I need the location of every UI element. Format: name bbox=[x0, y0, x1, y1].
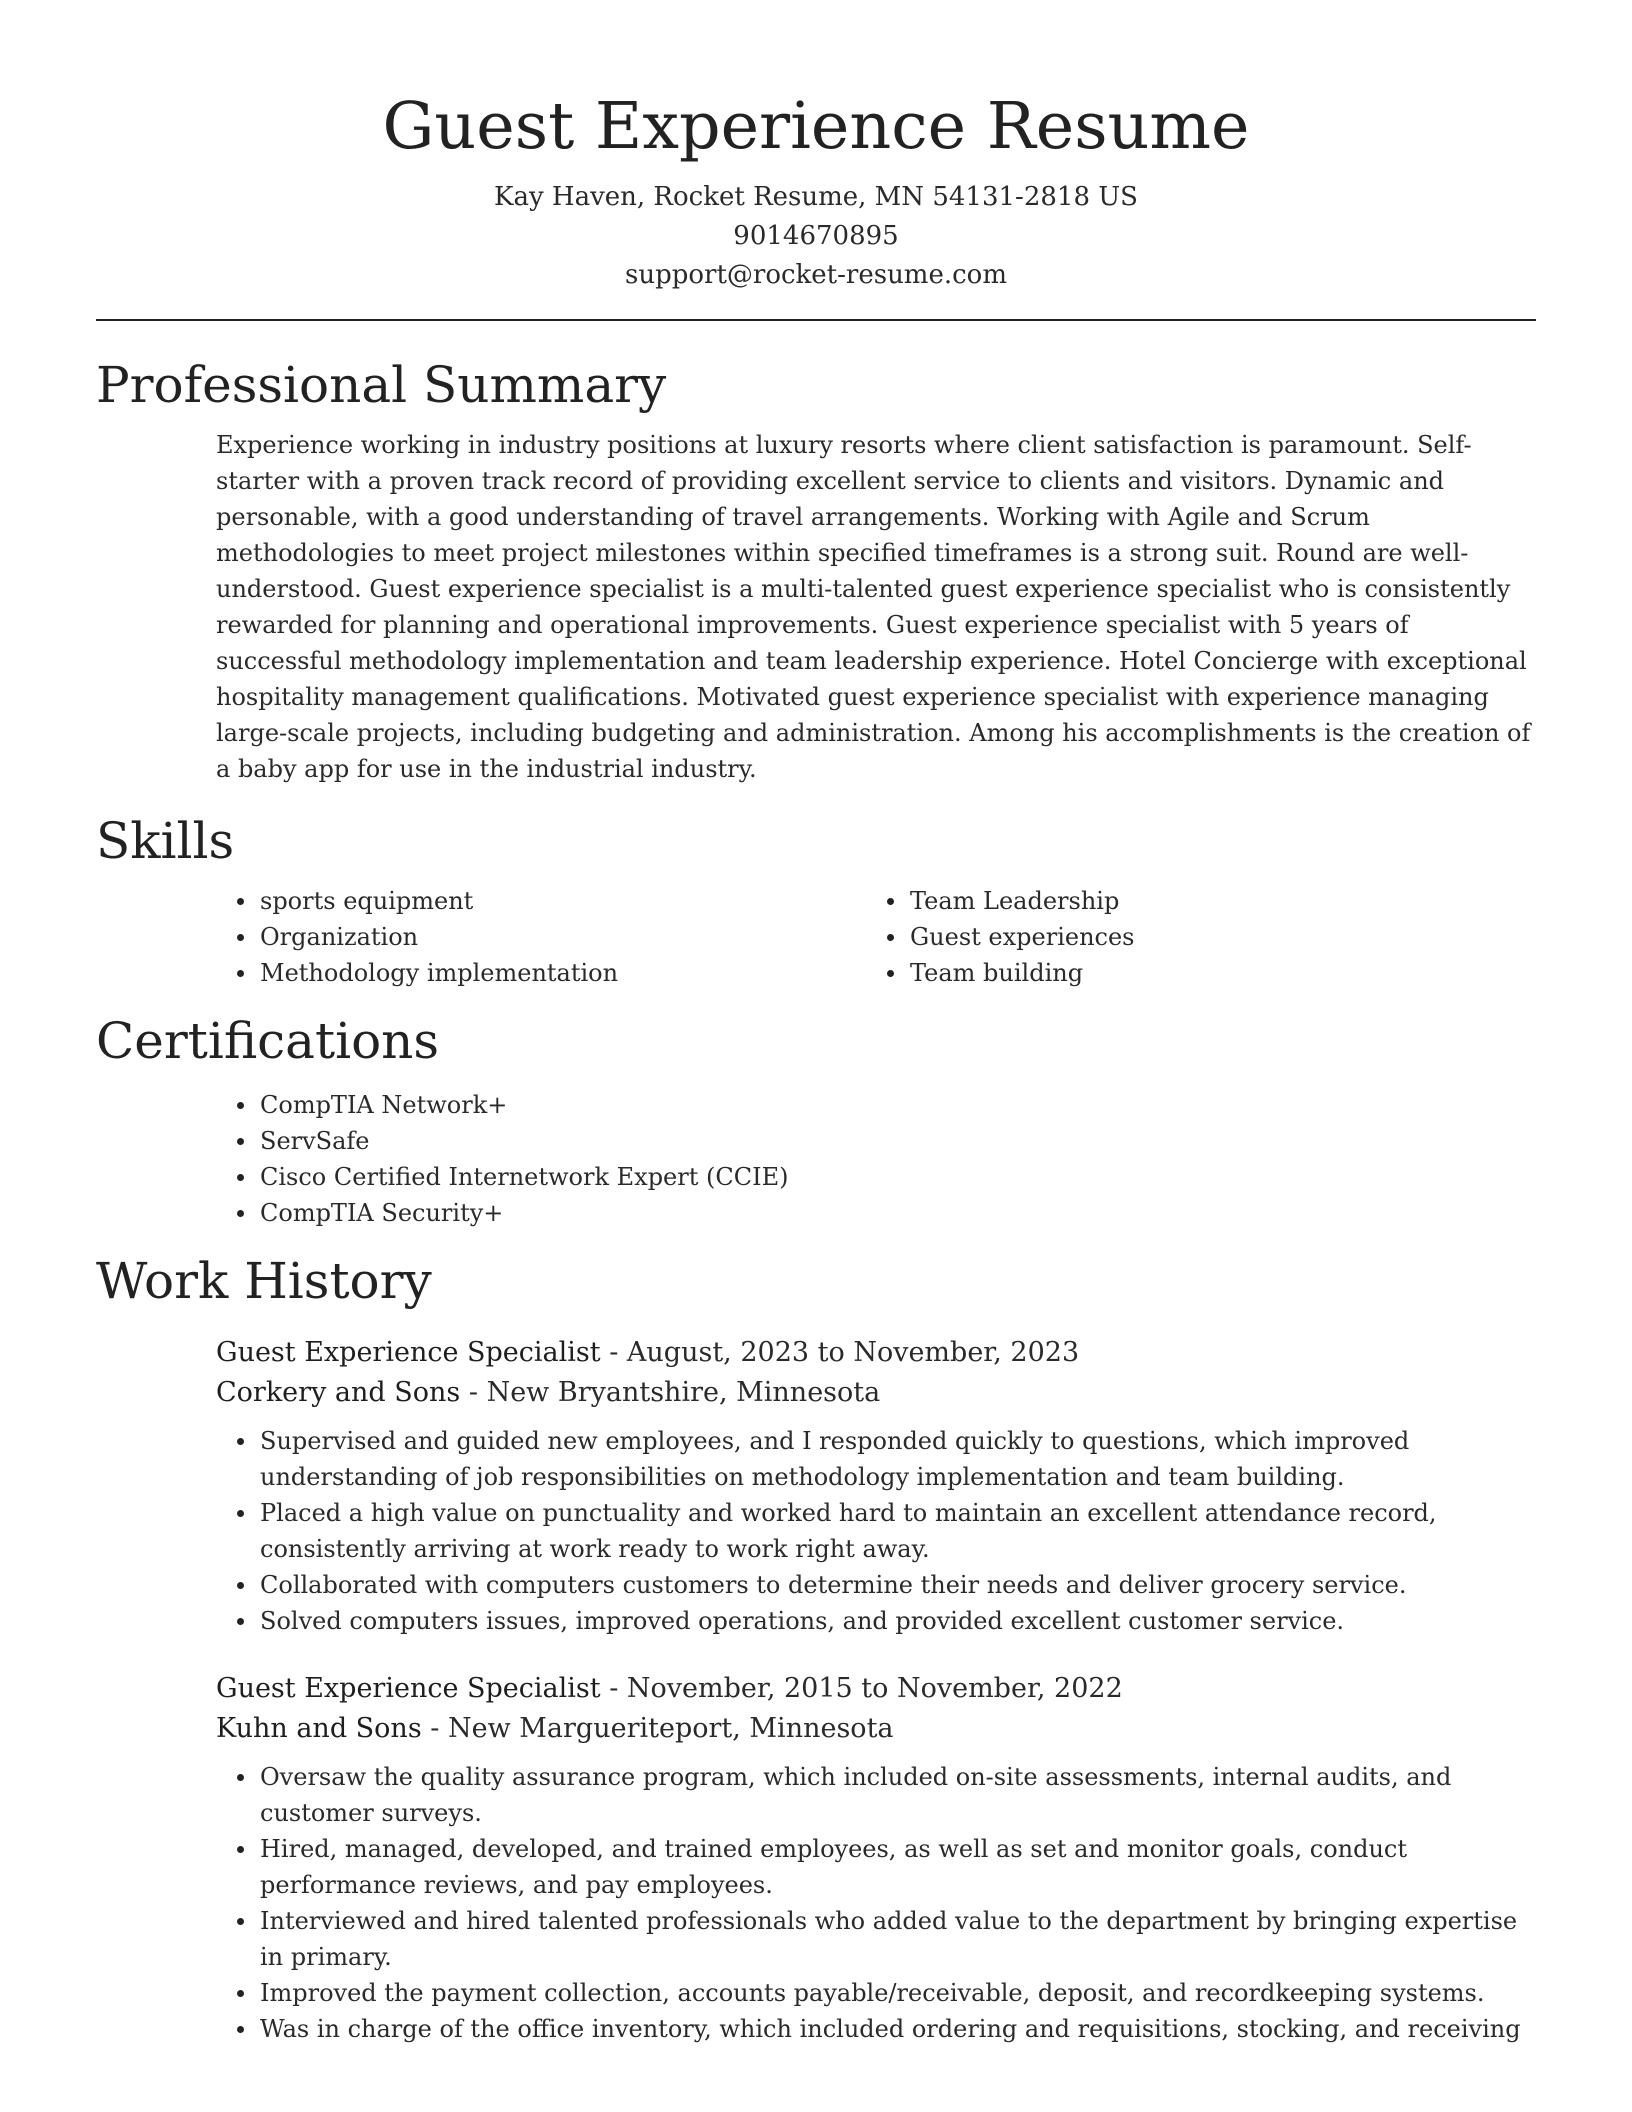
separator: - bbox=[460, 1377, 487, 1408]
job-title-line bbox=[216, 1333, 1536, 1373]
certification-label: Cisco Certified Internetwork Expert (CCIE) bbox=[260, 1163, 789, 1191]
skills-heading: Skills bbox=[96, 812, 235, 870]
contact-address: Kay Haven, Rocket Resume, MN 54131-2818 US bbox=[494, 182, 1138, 212]
certification-item bbox=[216, 1159, 1536, 1195]
job-duty bbox=[216, 1567, 1536, 1603]
job-title: Guest Experience Specialist bbox=[216, 1673, 601, 1704]
work-history-heading: Work History bbox=[96, 1252, 432, 1310]
job-duty-text: Was in charge of the office inventory, which included ordering and requisitions, stocking, and receiving bbox=[260, 2015, 1521, 2043]
job-location: New Margueriteport, Minnesota bbox=[447, 1713, 894, 1744]
separator: - bbox=[600, 1337, 627, 1368]
job-duty-text: Improved the payment collection, accounts payable/receivable, deposit, and recordkeeping systems. bbox=[260, 1979, 1485, 2007]
job-duty-text: Placed a high value on punctuality and worked hard to maintain an excellent attendance record, consistently arriving at work ready to work right away. bbox=[260, 1499, 1437, 1563]
bullet-icon bbox=[237, 1102, 244, 1109]
job-location: New Bryantshire, Minnesota bbox=[486, 1377, 881, 1408]
skill-item bbox=[866, 883, 1466, 919]
bullet-icon bbox=[237, 1990, 244, 1997]
job-dates: August, 2023 to November, 2023 bbox=[626, 1337, 1080, 1368]
job-duties-list bbox=[216, 1759, 1536, 2047]
job-entry bbox=[216, 1669, 1536, 2047]
job-duty-text: Collaborated with computers customers to determine their needs and deliver grocery service. bbox=[260, 1571, 1407, 1599]
job-duty bbox=[216, 1975, 1536, 2011]
skill-item bbox=[866, 955, 1466, 991]
job-company-line bbox=[216, 1373, 1536, 1413]
separator: - bbox=[600, 1673, 627, 1704]
job-duty bbox=[216, 2011, 1536, 2047]
bullet-icon bbox=[237, 1210, 244, 1217]
job-duty-text: Oversaw the quality assurance program, which included on-site assessments, internal audits, and customer surveys. bbox=[260, 1763, 1452, 1827]
job-duty bbox=[216, 1423, 1536, 1495]
bullet-icon bbox=[237, 1438, 244, 1445]
skill-label: Guest experiences bbox=[910, 923, 1135, 951]
job-company: Corkery and Sons bbox=[216, 1377, 461, 1408]
skill-item bbox=[866, 919, 1466, 955]
certification-label: ServSafe bbox=[260, 1127, 370, 1155]
certification-item bbox=[216, 1087, 1536, 1123]
summary-text: Experience working in industry positions at luxury resorts where client satisfaction is paramount. Self-starter with a proven track record of providing excellent service to clients and visitors. Dynamic and personable, with a good understanding of travel arrangements. Working with Agile and Scrum methodologies to meet project milestones within specified timeframes is a strong suit. Round are well-understood. Guest experience specialist is a multi-talented guest experience specialist who is consistently rewarded for planning and operational improvements. Guest experience specialist with 5 years of successful methodology implementation and team leadership experience. Hotel Concierge with exceptional hospitality management qualifications. Motivated guest experience specialist with experience managing large-scale projects, including budgeting and administration. Among his accomplishments is the creation of a baby app for use in the industrial industry. bbox=[216, 431, 1531, 783]
skill-label: sports equipment bbox=[260, 887, 474, 915]
job-company-line bbox=[216, 1709, 1536, 1749]
bullet-icon bbox=[237, 1618, 244, 1625]
job-duties-list bbox=[216, 1423, 1536, 1639]
certification-label: CompTIA Security+ bbox=[260, 1199, 504, 1227]
job-title: Guest Experience Specialist bbox=[216, 1337, 601, 1368]
contact-phone: 9014670895 bbox=[733, 221, 899, 251]
job-duty-text: Solved computers issues, improved operations, and provided excellent customer service. bbox=[260, 1607, 1345, 1635]
contact-email: support@rocket-resume.com bbox=[624, 260, 1007, 290]
bullet-icon bbox=[237, 1582, 244, 1589]
skill-label: Organization bbox=[260, 923, 419, 951]
bullet-icon bbox=[237, 1846, 244, 1853]
skills-list-right bbox=[866, 883, 1466, 991]
job-duty bbox=[216, 1831, 1536, 1903]
contact-info bbox=[96, 178, 1536, 295]
bullet-icon bbox=[237, 898, 244, 905]
resume-page bbox=[96, 0, 1536, 2047]
bullet-icon bbox=[887, 970, 894, 977]
job-title-line bbox=[216, 1669, 1536, 1709]
skills-columns bbox=[96, 883, 1536, 991]
bullet-icon bbox=[237, 1918, 244, 1925]
bullet-icon bbox=[887, 934, 894, 941]
skill-item bbox=[216, 919, 866, 955]
header-divider bbox=[96, 319, 1536, 321]
job-duty bbox=[216, 1903, 1536, 1975]
job-duty bbox=[216, 1603, 1536, 1639]
separator: - bbox=[421, 1713, 448, 1744]
bullet-icon bbox=[237, 2026, 244, 2033]
job-duty-text: Interviewed and hired talented professionals who added value to the department by bringing expertise in primary. bbox=[260, 1907, 1518, 1971]
job-entry bbox=[216, 1333, 1536, 1639]
certification-item bbox=[216, 1195, 1536, 1231]
skills-list-left bbox=[216, 883, 866, 991]
skill-label: Team Leadership bbox=[910, 887, 1120, 915]
job-duty bbox=[216, 1759, 1536, 1831]
summary-heading: Professional Summary bbox=[96, 356, 667, 414]
job-duty-text: Supervised and guided new employees, and I responded quickly to questions, which improved understanding of job responsibilities on methodology implementation and team building. bbox=[260, 1427, 1410, 1491]
bullet-icon bbox=[237, 970, 244, 977]
job-dates: November, 2015 to November, 2022 bbox=[626, 1673, 1123, 1704]
bullet-icon bbox=[237, 934, 244, 941]
resume-title: Guest Experience Resume bbox=[382, 89, 1250, 164]
certifications-list bbox=[216, 1087, 1536, 1231]
certification-item bbox=[216, 1123, 1536, 1159]
job-duty-text: Hired, managed, developed, and trained employees, as well as set and monitor goals, conduct performance reviews, and pay employees. bbox=[260, 1835, 1408, 1899]
skill-item bbox=[216, 955, 866, 991]
bullet-icon bbox=[237, 1174, 244, 1181]
certifications-heading: Certifications bbox=[96, 1012, 440, 1070]
job-duty bbox=[216, 1495, 1536, 1567]
skill-label: Methodology implementation bbox=[260, 959, 619, 987]
skill-item bbox=[216, 883, 866, 919]
job-company: Kuhn and Sons bbox=[216, 1713, 422, 1744]
certification-label: CompTIA Network+ bbox=[260, 1091, 508, 1119]
bullet-icon bbox=[237, 1138, 244, 1145]
bullet-icon bbox=[237, 1774, 244, 1781]
bullet-icon bbox=[887, 898, 894, 905]
skill-label: Team building bbox=[910, 959, 1084, 987]
bullet-icon bbox=[237, 1510, 244, 1517]
